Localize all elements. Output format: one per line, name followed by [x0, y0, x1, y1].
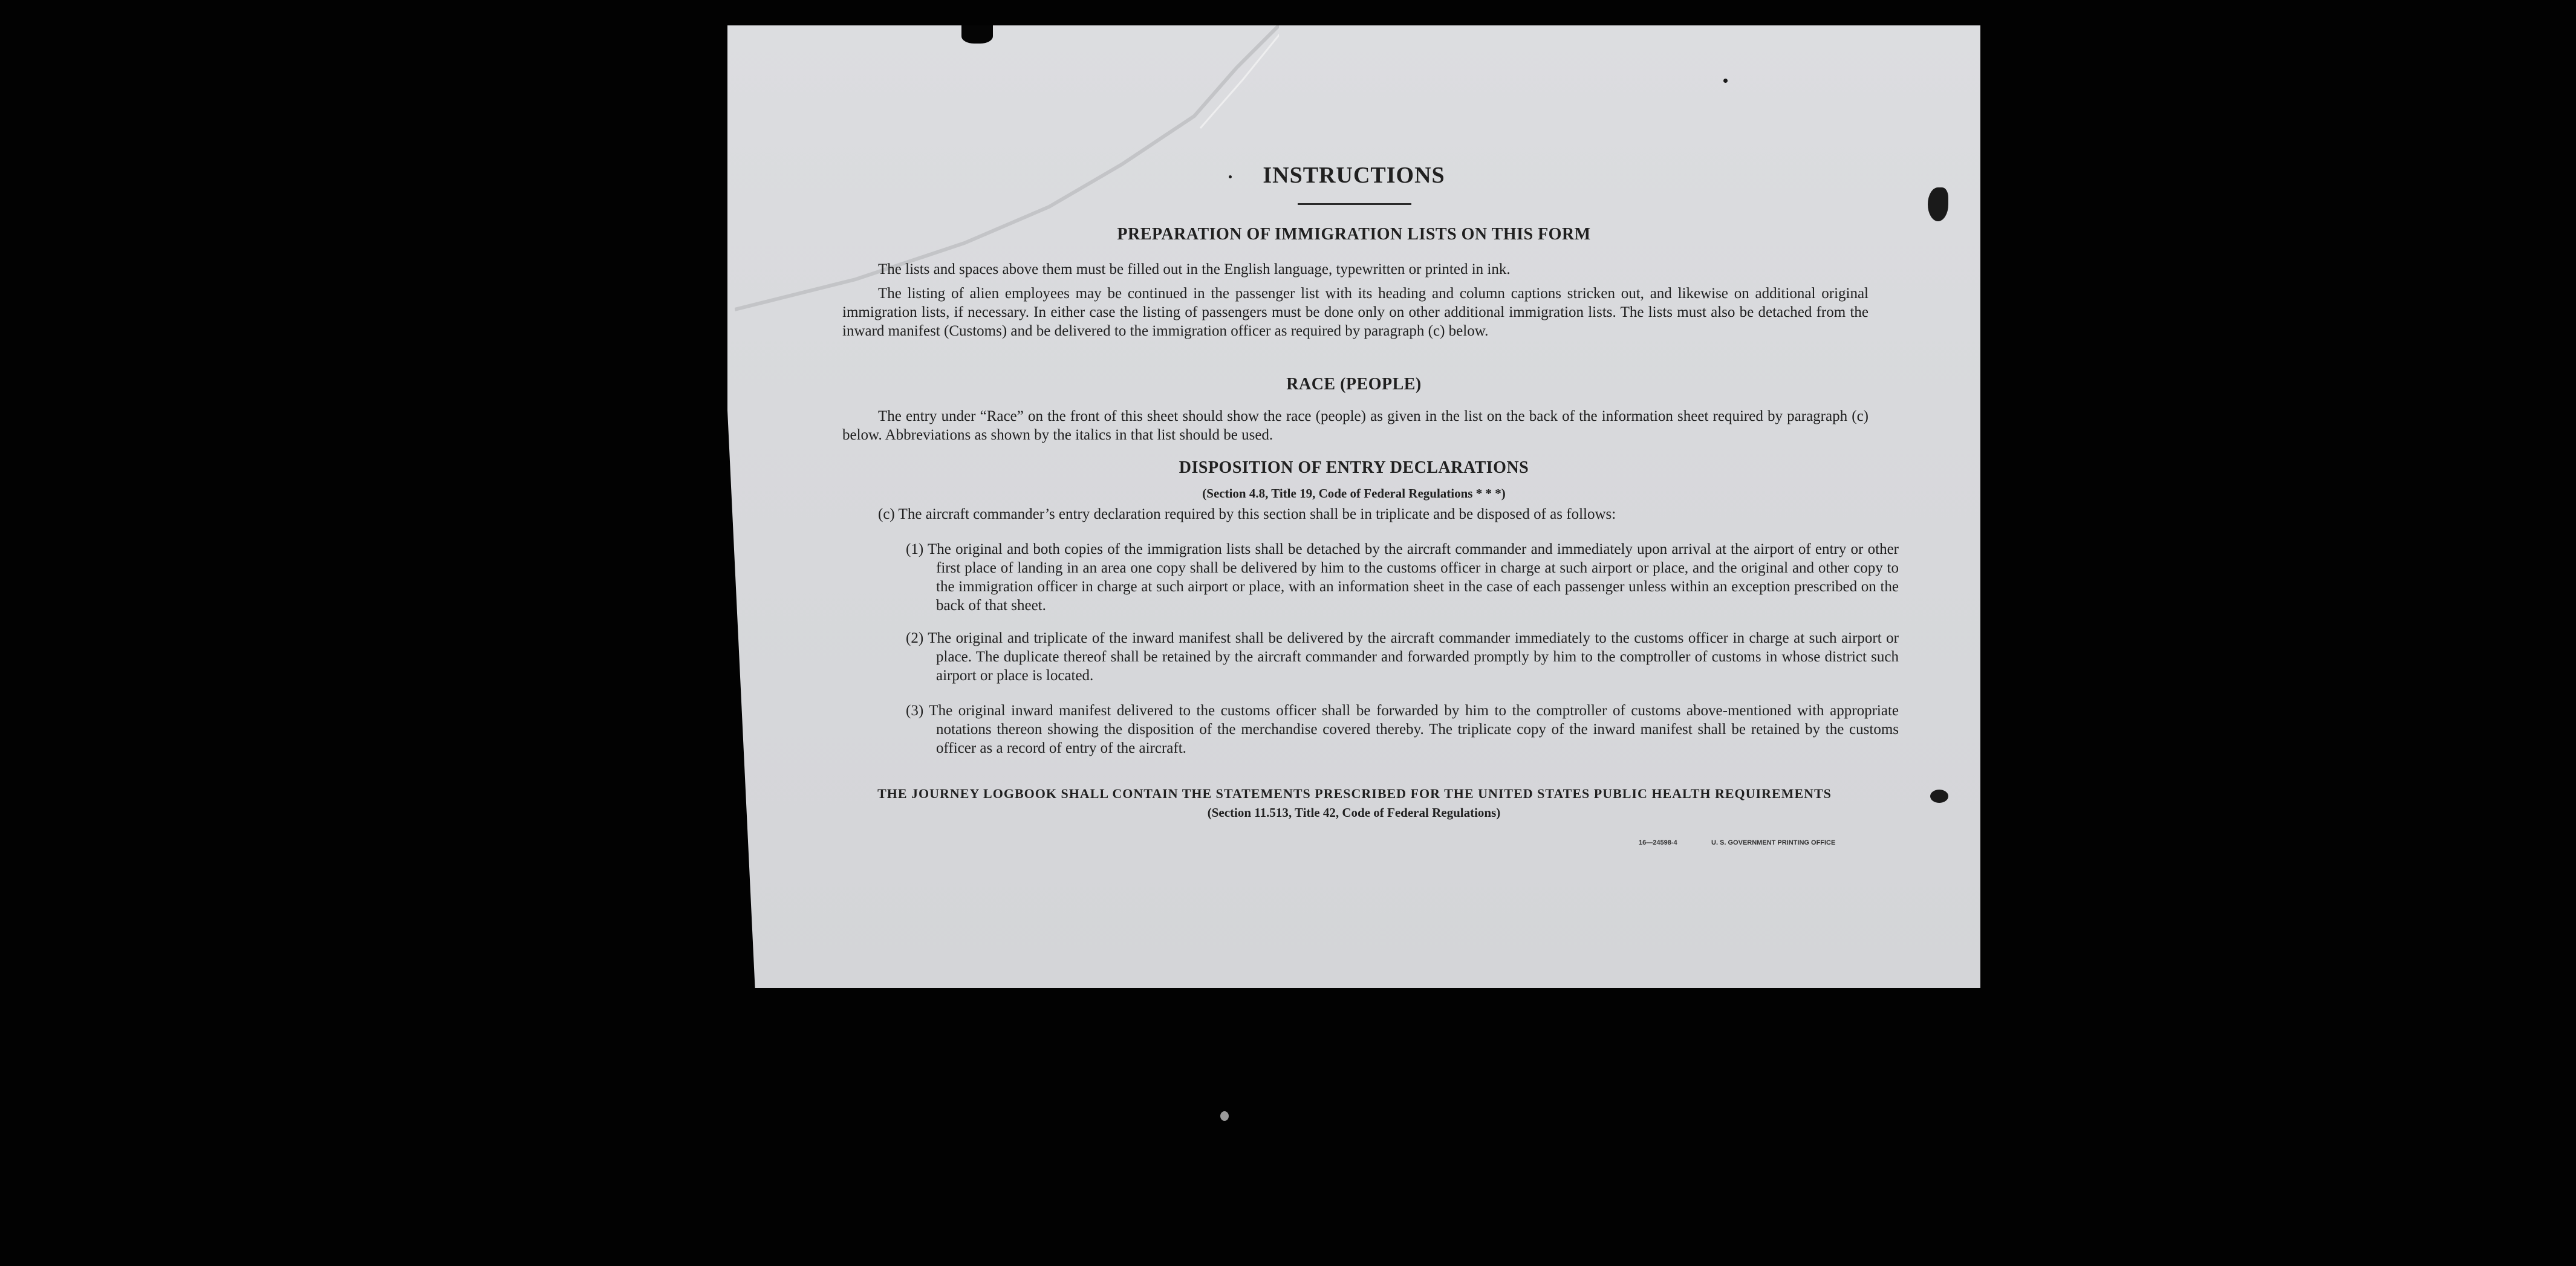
ink-blot-mark — [1930, 790, 1948, 803]
section-heading-disposition: DISPOSITION OF ENTRY DECLARATIONS — [1179, 458, 1529, 477]
section-heading-race: RACE (PEOPLE) — [1286, 375, 1422, 394]
preparation-paragraph-2: The listing of alien employees may be continued in the passenger list with its heading and column captions stricken out, and likewise on additional original immigration lists, if necessary. In either case the listing of passengers must be done only on other additional immigration lists. The lists must also be detached from the inward manifest (Customs) and be delivered to the immigration officer as required by paragraph (c) below. — [842, 285, 1869, 339]
preparation-paragraph-1: The lists and spaces above them must be filled out in the English language, typewritten or printed in ink. — [878, 261, 1511, 278]
disposition-citation: (Section 4.8, Title 19, Code of Federal Regulations * * *) — [1202, 486, 1506, 501]
dust-speck — [1723, 79, 1728, 83]
logbook-notice: THE JOURNEY LOGBOOK SHALL CONTAIN THE STATEMENTS PRESCRIBED FOR THE UNITED STATES PUBLIC HEALTH REQUIREMENTS — [877, 786, 1832, 801]
disposition-item-3: (3) The original inward manifest delivered to the customs officer shall be forwarded by him to the comptroller of customs above-mentioned with appropriate notations thereon showing the disposition of the merchandise covered thereby. The triplicate copy of the inward manifest shall be retained by the customs officer as a record of entry of the aircraft. — [906, 703, 1899, 756]
punch-hole-mark — [1928, 187, 1948, 221]
page-title: INSTRUCTIONS — [1263, 163, 1445, 188]
disposition-item-1: (1) The original and both copies of the immigration lists shall be detached by the aircraft commander and immediately upon arrival at the airport of entry or other first place of landing in an area one copy shall be delivered by him to the customs officer in charge at such airport or place, and the original and other copy to the immigration officer in charge at such airport or place, with an information sheet in the case of each passenger unless within an exception prescribed on the back of that sheet. — [906, 541, 1899, 614]
print-code: 16—24598-4 — [1639, 839, 1677, 846]
printer-imprint: U. S. GOVERNMENT PRINTING OFFICE — [1711, 839, 1836, 846]
section-heading-preparation: PREPARATION OF IMMIGRATION LISTS ON THIS FORM — [1117, 225, 1591, 244]
paper-tear-mark — [961, 25, 993, 44]
disposition-item-2: (2) The original and triplicate of the inward manifest shall be delivered by the aircraft commander immediately to the customs officer in charge at such airport or place. The duplicate thereof shall be retained by the aircraft commander and forwarded promptly by him to the comptroller of customs in whose district such airport or place is located. — [906, 630, 1899, 684]
race-paragraph: The entry under “Race” on the front of this sheet should show the race (people) as given in the list on the back of the information sheet required by paragraph (c) below. Abbreviations as shown by the italics in that list should be used. — [842, 408, 1869, 443]
logbook-notice-citation: (Section 11.513, Title 42, Code of Federal Regulations) — [1207, 805, 1501, 820]
title-underline — [1298, 203, 1411, 205]
disposition-intro: (c) The aircraft commander’s entry declaration required by this section shall be in triplicate and be disposed of as follows: — [878, 506, 1616, 522]
dust-speck — [1220, 1111, 1229, 1121]
